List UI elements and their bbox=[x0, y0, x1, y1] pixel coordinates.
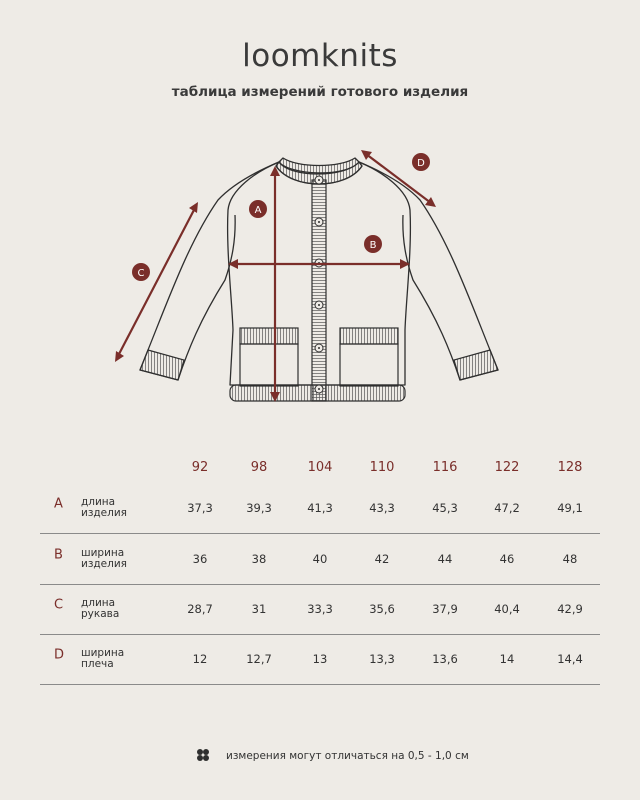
table-cell: 42,9 bbox=[557, 602, 583, 616]
table-cell: 37,3 bbox=[187, 501, 213, 515]
left-sleeve bbox=[137, 162, 279, 380]
footnote bbox=[0, 746, 640, 766]
table-cell: 13,3 bbox=[369, 652, 395, 666]
row-label: длина рукава bbox=[81, 597, 120, 620]
button-placket bbox=[312, 180, 326, 401]
table-row bbox=[40, 634, 600, 685]
table-cell: 47,2 bbox=[494, 501, 520, 515]
table-cell: 35,6 bbox=[369, 602, 395, 616]
size-header: 122 bbox=[494, 460, 520, 475]
table-cell: 41,3 bbox=[307, 501, 333, 515]
table-cell: 12,7 bbox=[246, 652, 272, 666]
left-pocket bbox=[240, 344, 298, 386]
row-label: ширина плеча bbox=[81, 647, 125, 670]
table-cell: 14 bbox=[499, 652, 515, 666]
table-cell: 44 bbox=[437, 552, 453, 566]
table-row bbox=[40, 584, 600, 635]
left-pocket-flap bbox=[240, 328, 298, 344]
arrow-c bbox=[118, 208, 195, 356]
marker-c-label: C bbox=[137, 268, 145, 279]
marker-d-label: D bbox=[417, 158, 425, 169]
table-cell: 40,4 bbox=[494, 602, 520, 616]
table-cell: 33,3 bbox=[307, 602, 333, 616]
row-letter: C bbox=[54, 597, 64, 613]
row-letter: D bbox=[54, 647, 65, 663]
table-cell: 37,9 bbox=[432, 602, 458, 616]
left-cuff bbox=[140, 350, 184, 380]
table-cell: 36 bbox=[192, 552, 208, 566]
footnote-text: измерения могут отличаться на 0,5 - 1,0 см bbox=[226, 750, 469, 762]
cardigan-illustration bbox=[0, 140, 640, 420]
table-cell: 42 bbox=[374, 552, 390, 566]
table-cell: 49,1 bbox=[557, 501, 583, 515]
size-header: 116 bbox=[432, 460, 458, 475]
row-label: длина изделия bbox=[81, 496, 127, 519]
table-cell: 12 bbox=[192, 652, 208, 666]
right-cuff bbox=[454, 350, 498, 380]
brand-logo: loomknits bbox=[242, 38, 398, 74]
table-cell: 38 bbox=[251, 552, 267, 566]
table-cell: 31 bbox=[251, 602, 267, 616]
row-letter: B bbox=[54, 547, 63, 563]
table-cell: 40 bbox=[312, 552, 328, 566]
clover-icon bbox=[196, 748, 210, 762]
right-pocket bbox=[340, 344, 398, 386]
table-cell: 13,6 bbox=[432, 652, 458, 666]
right-sleeve bbox=[359, 162, 498, 380]
table-cell: 43,3 bbox=[369, 501, 395, 515]
row-label: ширина изделия bbox=[81, 547, 127, 570]
size-header: 110 bbox=[369, 460, 395, 475]
marker-b-label: B bbox=[369, 240, 377, 251]
table-cell: 48 bbox=[562, 552, 578, 566]
table-cell: 14,4 bbox=[557, 652, 583, 666]
size-header: 128 bbox=[557, 460, 583, 475]
table-cell: 39,3 bbox=[246, 501, 272, 515]
row-letter: A bbox=[54, 496, 63, 512]
marker-a-label: A bbox=[254, 205, 262, 216]
size-header: 92 bbox=[191, 460, 209, 475]
page-subtitle: таблица измерений готового изделия bbox=[171, 84, 469, 100]
size-header: 98 bbox=[250, 460, 268, 475]
right-pocket-flap bbox=[340, 328, 398, 344]
table-cell: 28,7 bbox=[187, 602, 213, 616]
table-row bbox=[40, 534, 600, 585]
table-row bbox=[40, 483, 600, 534]
table-cell: 13 bbox=[312, 652, 328, 666]
size-header: 104 bbox=[307, 460, 333, 475]
table-cell: 46 bbox=[499, 552, 515, 566]
table-cell: 45,3 bbox=[432, 501, 458, 515]
